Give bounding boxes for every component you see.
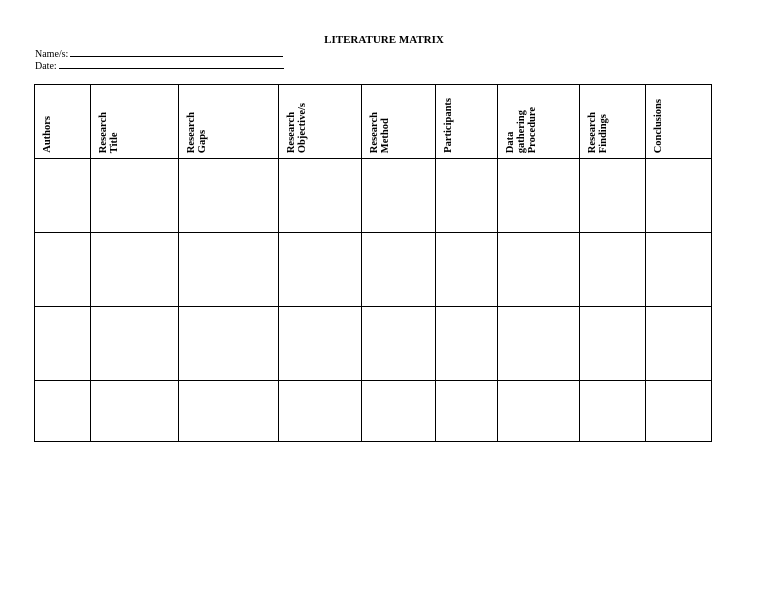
table-cell[interactable] [580, 159, 646, 233]
column-header-participants: Participants [436, 85, 498, 159]
table-row [35, 233, 712, 307]
document-title: LITERATURE MATRIX [324, 34, 444, 46]
table-cell[interactable] [498, 159, 580, 233]
table-cell[interactable] [646, 307, 712, 381]
date-label: Date: [35, 61, 57, 72]
table-cell[interactable] [279, 307, 362, 381]
column-header-data-gathering-procedure: Data gathering Procedure [498, 85, 580, 159]
header-row [35, 85, 712, 159]
table-cell[interactable] [362, 307, 436, 381]
table-cell[interactable] [91, 307, 179, 381]
matrix-body [35, 159, 712, 442]
names-label: Name/s: [35, 49, 69, 60]
table-cell[interactable] [35, 307, 91, 381]
column-header-research-findings: Research Findings [580, 85, 646, 159]
table-cell[interactable] [279, 233, 362, 307]
table-cell[interactable] [646, 233, 712, 307]
table-cell[interactable] [179, 307, 279, 381]
table-cell[interactable] [646, 159, 712, 233]
names-blank-line [70, 47, 283, 57]
table-row [35, 159, 712, 233]
table-cell[interactable] [179, 381, 279, 442]
table-cell[interactable] [498, 381, 580, 442]
table-cell[interactable] [179, 233, 279, 307]
table-row [35, 381, 712, 442]
table-cell[interactable] [91, 233, 179, 307]
table-cell[interactable] [580, 233, 646, 307]
table-cell[interactable] [436, 307, 498, 381]
table-cell[interactable] [436, 159, 498, 233]
column-header-authors: Authors [35, 85, 91, 159]
table-cell[interactable] [580, 381, 646, 442]
table-row [35, 307, 712, 381]
table-cell[interactable] [179, 159, 279, 233]
table-cell[interactable] [498, 233, 580, 307]
column-header-research-title: Research Title [91, 85, 179, 159]
table-cell[interactable] [580, 307, 646, 381]
table-cell[interactable] [279, 381, 362, 442]
column-header-research-method: Research Method [362, 85, 436, 159]
table-cell[interactable] [362, 159, 436, 233]
table-cell[interactable] [91, 159, 179, 233]
column-header-research-objectives: Research Objective/s [279, 85, 362, 159]
table-cell[interactable] [91, 381, 179, 442]
table-cell[interactable] [35, 381, 91, 442]
table-cell[interactable] [436, 381, 498, 442]
column-header-research-gaps: Research Gaps [179, 85, 279, 159]
table-cell[interactable] [279, 159, 362, 233]
date-field [35, 59, 284, 73]
table-cell[interactable] [646, 381, 712, 442]
table-cell[interactable] [436, 233, 498, 307]
table-cell[interactable] [35, 159, 91, 233]
table-cell[interactable] [498, 307, 580, 381]
literature-matrix-table [34, 84, 712, 442]
column-header-conclusions: Conclusions [646, 85, 712, 159]
table-cell[interactable] [362, 381, 436, 442]
table-cell[interactable] [362, 233, 436, 307]
table-cell[interactable] [35, 233, 91, 307]
date-blank-line [59, 59, 284, 69]
